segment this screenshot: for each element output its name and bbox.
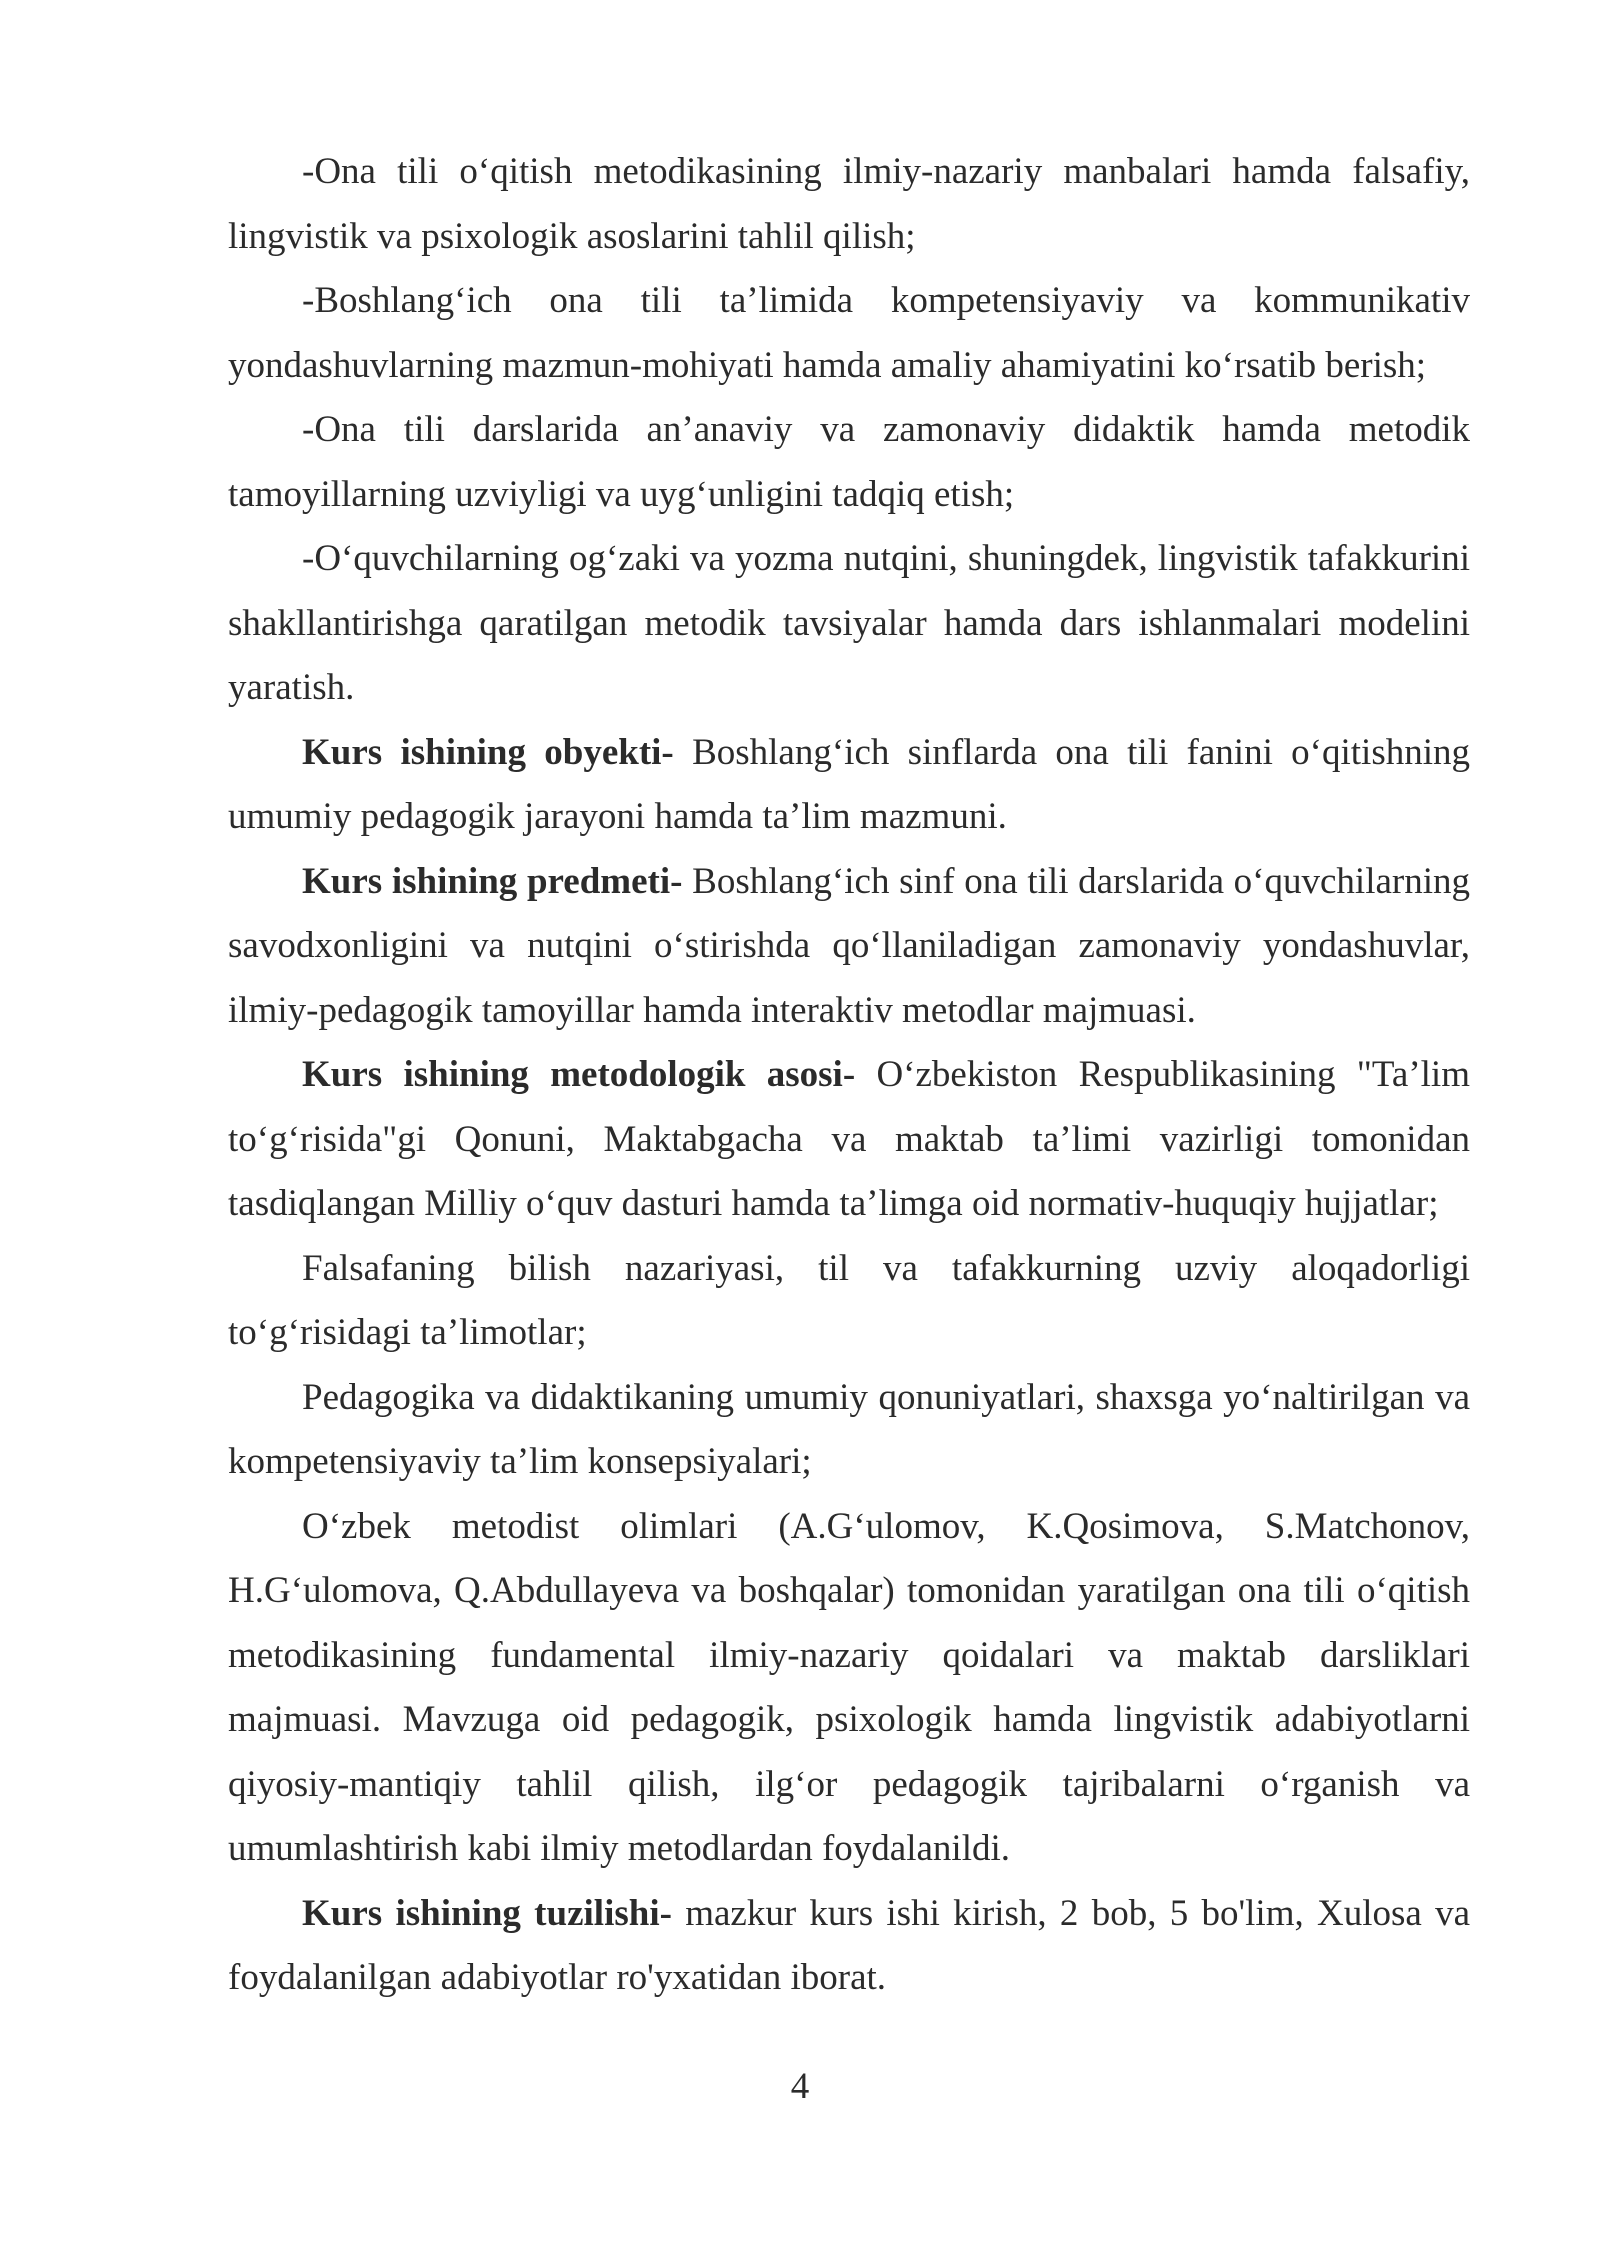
paragraph-text: Boshlang‘ich sinflarda ona tili fanini o‘qitishning umumiy pedagogik jarayoni hamda ta’lim mazmuni.	[228, 731, 1471, 837]
paragraph-subject	[228, 850, 1470, 1044]
paragraph-text: mazkur kurs ishi kirish, 2 bob, 5 bo'lim, Xulosa va foydalanilgan adabiyotlar ro'yxatidan iborat.	[228, 1892, 1471, 1998]
paragraph-text: O‘zbek metodist olimlari (A.G‘ulomov, K.Qosimova, S.Matchonov, H.G‘ulomova, Q.Abdullayeva va boshqalar) tomonidan yaratilgan ona tili o‘qitish metodikasining fundamental ilmiy-nazariy qoidalari va maktab darsliklari majmuasi. Mavzuga oid pedagogik, psixologik hamda lingvistik adabiyotlarni qiyosiy-mantiqiy tahlil qilish, ilg‘or pedagogik tajribalarni o‘rganish va umumlashtirish kabi ilmiy metodlardan foydalanildi.	[228, 1505, 1470, 1869]
paragraph-scholars	[228, 1495, 1470, 1882]
paragraph-philosophy	[228, 1237, 1470, 1366]
paragraph-task-principles	[228, 398, 1470, 527]
page-number: 4	[790, 2066, 810, 2107]
paragraph-methodology	[228, 1043, 1470, 1237]
paragraph-heading: Kurs ishining obyekti-	[302, 731, 674, 773]
body-text	[228, 140, 1470, 2011]
paragraph-text: -Ona tili darslarida an’anaviy va zamonaviy didaktik hamda metodik tamoyillarning uzviyligi va uyg‘unligini tadqiq etish;	[228, 409, 1470, 515]
paragraph-text: -Boshlang‘ich ona tili ta’limida kompetensiyaviy va kommunikativ yondashuvlarning mazmun-mohiyati hamda amaliy ahamiyatini ko‘rsatib berish;	[228, 280, 1470, 386]
paragraph-structure	[228, 1882, 1470, 2011]
paragraph-pedagogy	[228, 1366, 1470, 1495]
paragraph-text: Boshlang‘ich sinf ona tili darslarida o‘quvchilarning savodxonligini va nutqini o‘stirishda qo‘llaniladigan zamonaviy yondashuvlar, ilmiy-pedagogik tamoyillar hamda interaktiv metodlar majmuasi.	[228, 860, 1470, 1031]
paragraph-text: Pedagogika va didaktikaning umumiy qonuniyatlari, shaxsga yo‘naltirilgan va kompetensiyaviy ta’lim konsepsiyalari;	[228, 1376, 1470, 1482]
paragraph-task-sources	[228, 140, 1470, 269]
paragraph-text: -O‘quvchilarning og‘zaki va yozma nutqini, shuningdek, lingvistik tafakkurini shakllantirishga qaratilgan metodik tavsiyalar hamda dars ishlanmalari modelini yaratish.	[228, 538, 1470, 708]
paragraph-text: -Ona tili o‘qitish metodikasining ilmiy-nazariy manbalari hamda falsafiy, lingvistik va psixologik asoslarini tahlil qilish;	[228, 151, 1470, 257]
paragraph-heading: Kurs ishining metodologik asosi-	[302, 1054, 856, 1095]
paragraph-heading: Kurs ishining predmeti-	[302, 860, 683, 902]
paragraph-text: O‘zbekiston Respublikasining "Ta’lim to‘g‘risida"gi Qonuni, Maktabgacha va maktab ta’limi vazirligi tomonidan tasdiqlangan Milliy o‘quv dasturi hamda ta’limga oid normativ-huquqiy hujjatlar;	[228, 1054, 1470, 1224]
paragraph-object	[228, 721, 1470, 850]
paragraph-heading: Kurs ishining tuzilishi-	[302, 1892, 672, 1934]
paragraph-task-approaches	[228, 269, 1470, 398]
paragraph-text: Falsafaning bilish nazariyasi, til va tafakkurning uzviy aloqadorligi to‘g‘risidagi ta’limotlar;	[228, 1247, 1470, 1353]
paragraph-task-recommendations	[228, 527, 1470, 721]
